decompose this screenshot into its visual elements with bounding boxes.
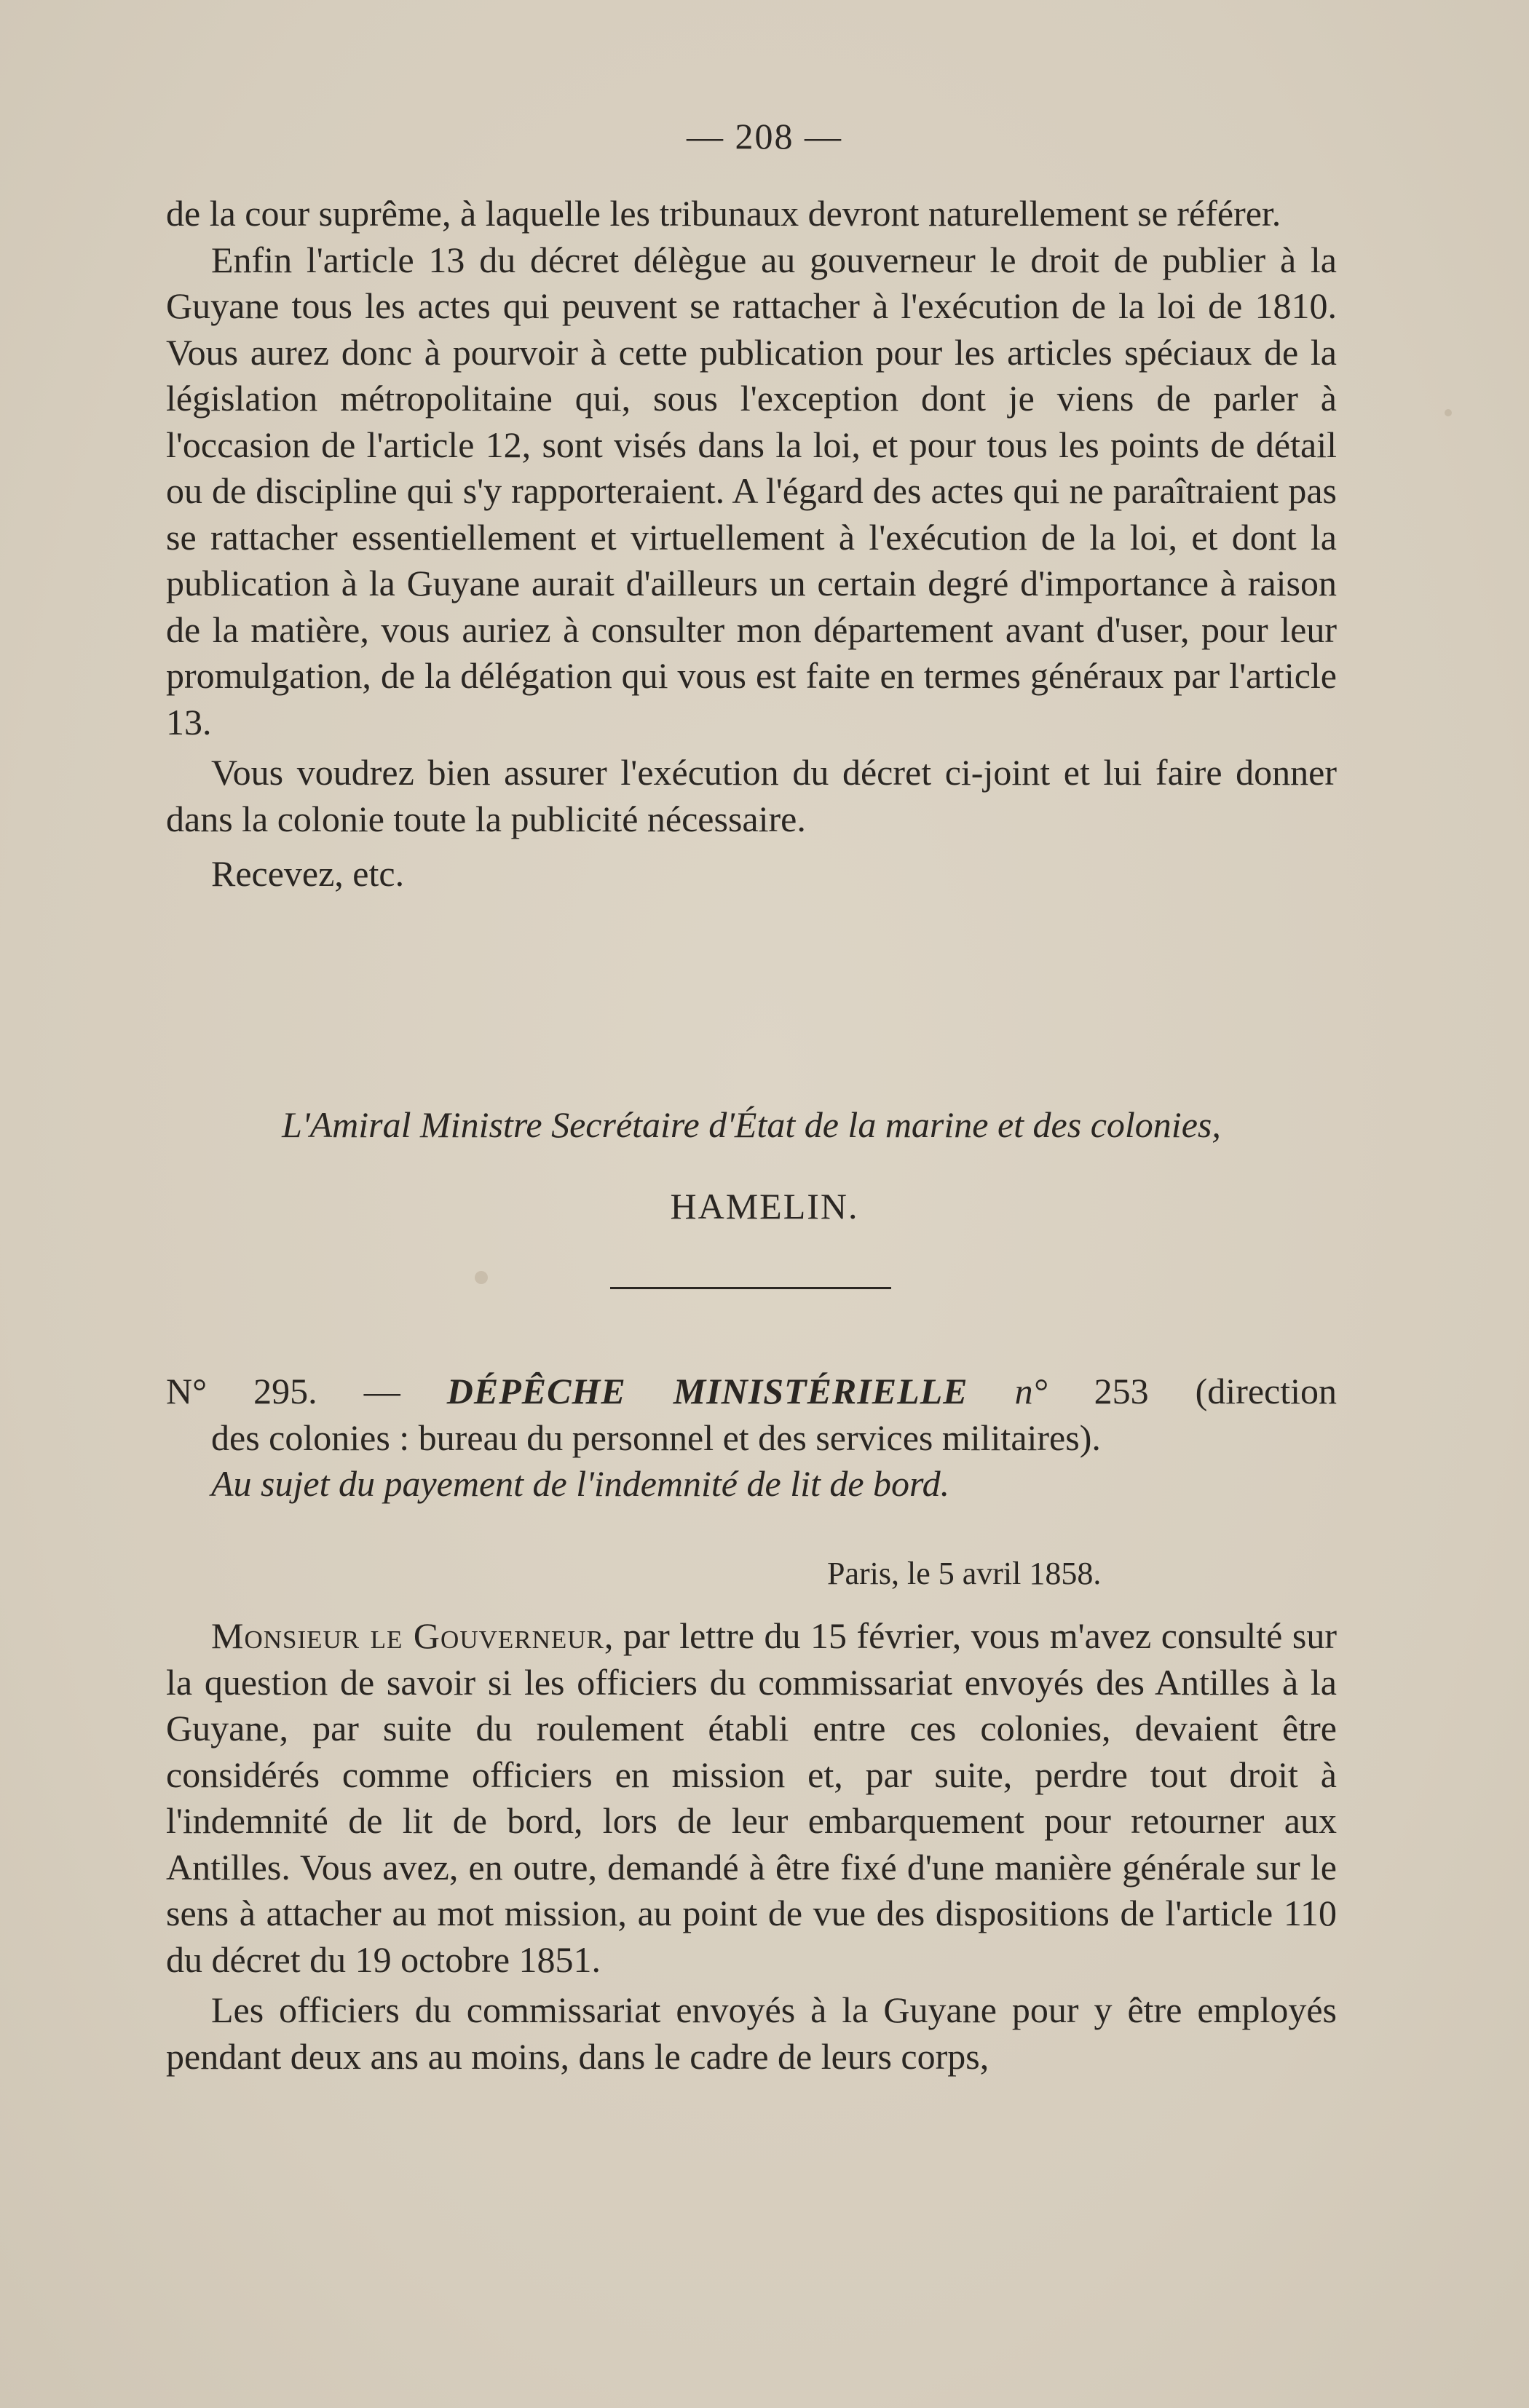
heading-line-1 <box>166 1369 1337 1415</box>
section-divider <box>610 1287 891 1289</box>
signatory-name: HAMELIN. <box>670 1186 859 1227</box>
salutation: Monsieur le Gouverneur <box>211 1615 604 1656</box>
dispatch-paragraph-2: Les officiers du commissariat envoyés à la Guyane pour y être employés pendant deux ans au moins, dans le cadre de leurs corps, <box>166 1989 1337 2077</box>
document-number: N° 295. — <box>166 1371 400 1411</box>
document-subject: Au sujet du payement de l'indemnité de lit de bord. <box>211 1463 950 1504</box>
paper-stain <box>1445 409 1452 416</box>
document-type: DÉPÊCHE MINISTÉRIELLE <box>446 1371 968 1411</box>
paper-stain <box>475 1271 488 1284</box>
paragraph-execution: Vous voudrez bien assurer l'exécution du décret ci-joint et lui faire donner dans la colonie toute la publicité nécessaire. <box>166 752 1337 839</box>
signatory-title: L'Amiral Ministre Secrétaire d'État de la marine et des colonies, <box>282 1104 1221 1145</box>
dispatch-paragraph-1 <box>166 1613 1337 1983</box>
document-heading <box>166 1369 1337 1508</box>
direction-detail: des colonies : bureau du personnel et des services militaires). <box>211 1417 1101 1458</box>
dispatch-number: 253 <box>1094 1371 1149 1411</box>
top-text-block <box>166 191 1337 898</box>
dispatch-number-label: n° <box>1014 1371 1048 1411</box>
dispatch-paragraph-1-text: , par lettre du 15 février, vous m'avez consulté sur la question de savoir si les officiers du commissariat envoyés des Antilles à la Guyane, par suite du roulement établi entre ces colonies, devaient être considérés comme officiers en mission et, par suite, perdre tout droit à l'indemnité de lit de bord, lors de leur embarquement pour retourner aux Antilles. Vous avez, en outre, demandé à être fixé d'une manière générale sur le sens à attacher au mot mission, au point de vue des dispositions de l'article 110 du décret du 19 octobre 1851. <box>166 1615 1338 1980</box>
dispatch-body <box>166 1613 1337 2080</box>
direction-label: (direction <box>1195 1371 1338 1411</box>
paragraph-article-13: Enfin l'article 13 du décret délègue au gouverneur le droit de publier à la Guyane tous les actes qui peuvent se rattacher à l'exécution de la loi de 1810. Vous aurez donc à pourvoir à cette publication pour les articles spéciaux de la législation métropolitaine qui, sous l'exception dont je viens de parler à l'occasion de l'article 12, sont visés dans la loi, et pour tous les points de détail ou de discipline qui s'y rapporteraient. A l'égard des actes qui ne paraîtraient pas se rattacher essentiellement et virtuellement à l'exécution de la loi, et dont la publication à la Guyane aurait d'ailleurs un certain degré d'importance à raison de la matière, vous auriez à consulter mon département avant d'user, pour leur promulgation, de la délégation qui vous est faite en termes généraux par l'article 13. <box>166 239 1337 742</box>
dateline: Paris, le 5 avril 1858. <box>827 1556 1102 1591</box>
page-number: — 208 — <box>687 116 842 157</box>
closing-formula: Recevez, etc. <box>211 853 405 894</box>
continuation-paragraph: de la cour suprême, à laquelle les tribunaux devront naturellement se référer. <box>166 193 1281 234</box>
